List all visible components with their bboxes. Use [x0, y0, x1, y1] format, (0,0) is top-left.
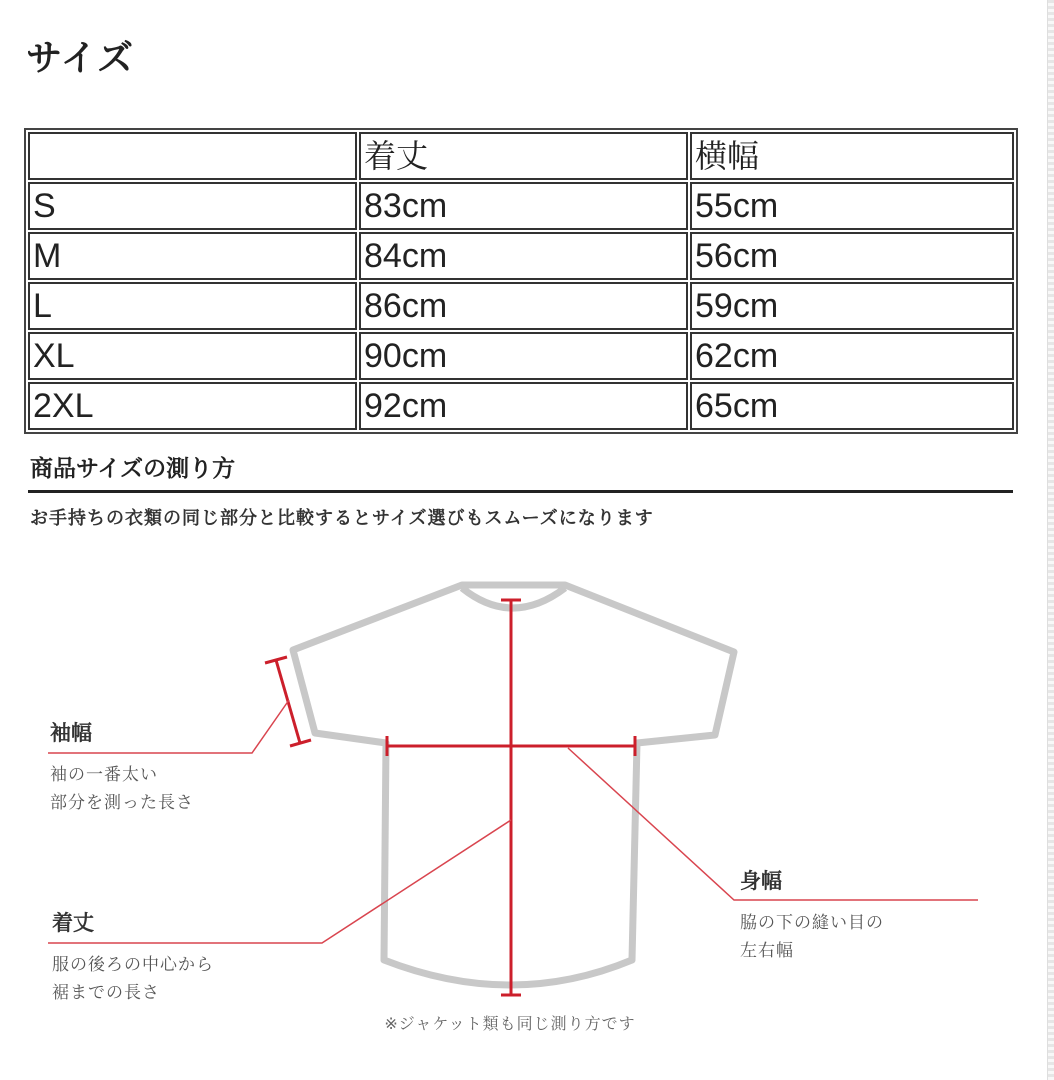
size-cell: 2XL [28, 382, 357, 430]
width-cell: 59cm [690, 282, 1014, 330]
width-label: 身幅 [740, 869, 782, 893]
size-cell: M [28, 232, 357, 280]
width-desc-line2: 左右幅 [740, 941, 794, 961]
sleeve-desc-line2: 部分を測った長さ [50, 793, 194, 813]
table-header-row [28, 132, 1014, 180]
size-cell: S [28, 182, 357, 230]
tshirt-measurement-diagram [0, 540, 1040, 1040]
width-desc-line1: 脇の下の縫い目の [740, 913, 884, 933]
size-cell: XL [28, 332, 357, 380]
length-cell: 90cm [359, 332, 688, 380]
width-cell: 56cm [690, 232, 1014, 280]
length-desc-line2: 裾までの長さ [52, 983, 160, 1003]
howto-description: お手持ちの衣類の同じ部分と比較するとサイズ選びもスムーズになります [30, 508, 654, 529]
width-cell: 62cm [690, 332, 1014, 380]
length-desc-line1: 服の後ろの中心から [52, 955, 214, 975]
length-leader-line [48, 820, 511, 943]
leader-lines [48, 700, 978, 943]
howto-title: 商品サイズの測り方 [30, 456, 236, 482]
tshirt-collar [462, 588, 565, 608]
length-cell: 83cm [359, 182, 688, 230]
size-cell: L [28, 282, 357, 330]
table-header-cell: 着丈 [359, 132, 688, 180]
table-row [28, 332, 1014, 380]
length-cell: 84cm [359, 232, 688, 280]
table-row [28, 232, 1014, 280]
size-table [24, 128, 1018, 434]
width-cell: 55cm [690, 182, 1014, 230]
sleeve-desc-line1: 袖の一番太い [50, 765, 158, 785]
howto-divider [28, 490, 1013, 493]
table-row [28, 282, 1014, 330]
page-edge-border [1047, 0, 1054, 1080]
table-row [28, 382, 1014, 430]
table-header-cell: 横幅 [690, 132, 1014, 180]
measure-lines [265, 600, 635, 995]
length-label: 着丈 [52, 911, 94, 935]
note-text: ※ジャケット類も同じ測り方です [384, 1014, 636, 1033]
width-cell: 65cm [690, 382, 1014, 430]
tshirt-outline [293, 585, 734, 985]
length-cell: 86cm [359, 282, 688, 330]
table-row [28, 182, 1014, 230]
page-title: サイズ [26, 38, 135, 79]
sleeve-label: 袖幅 [50, 721, 92, 745]
length-cell: 92cm [359, 382, 688, 430]
table-header-cell [28, 132, 357, 180]
